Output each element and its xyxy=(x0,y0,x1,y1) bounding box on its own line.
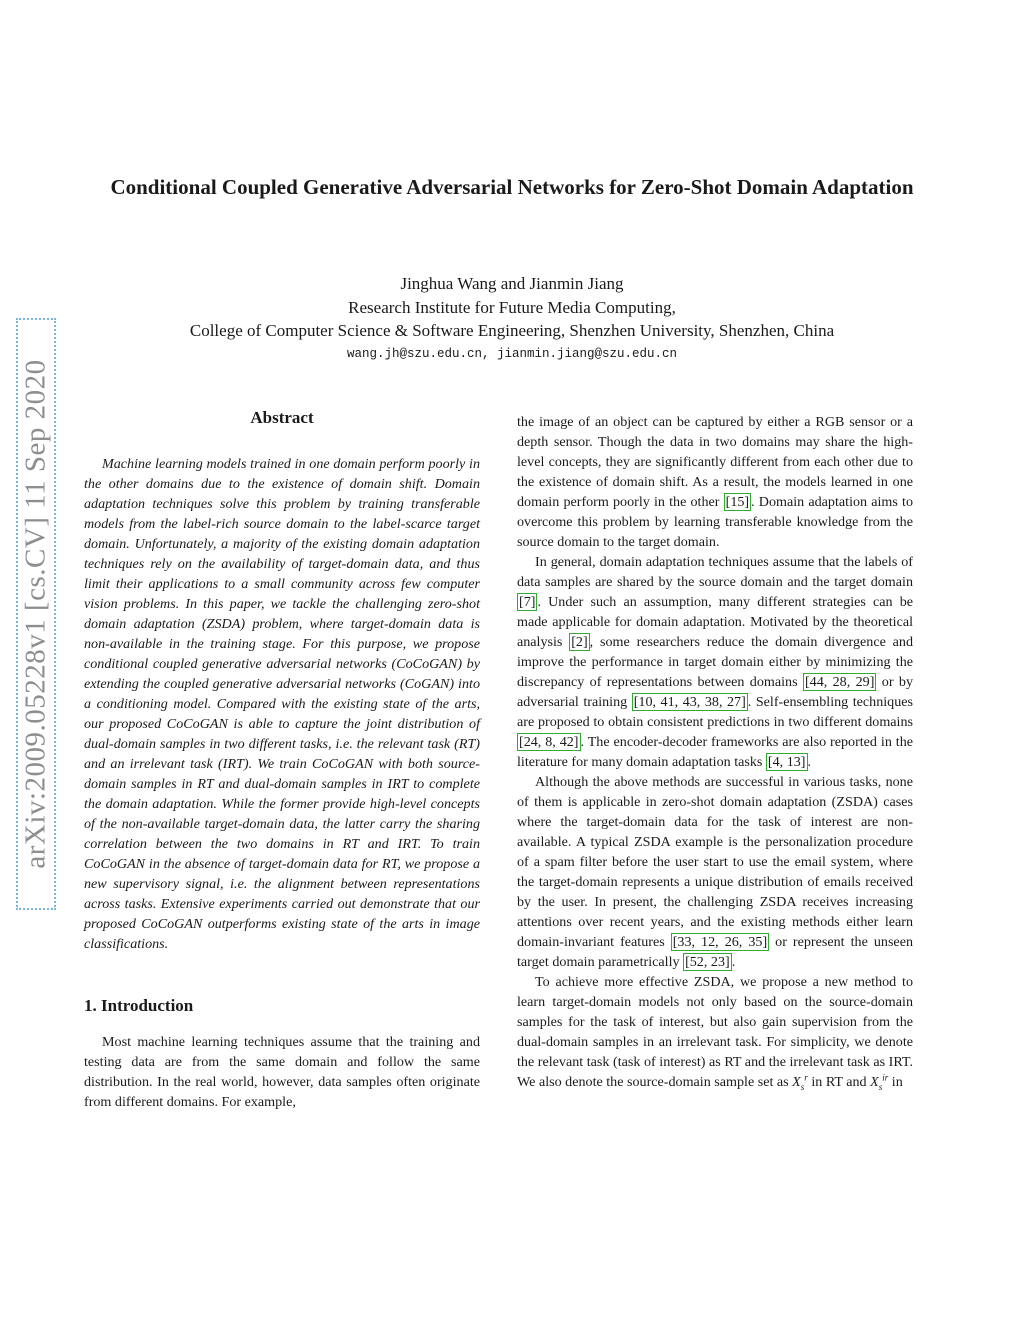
paragraph-text: To achieve more effective ZSDA, we propose a new method to learn target-domain models not only based on the source-domain samples for the task of interest, but also gain supervision from the dual-domain samples in an irrelevant task. For simplicity, we denote the relevant task (task of interest) as RT and the irrelevant task as IRT. We also denote the source-domain sample set as xyxy=(517,974,913,1090)
affiliation-line-2: College of Computer Science & Software Engineering, Shenzhen University, Shenzhen, China xyxy=(189,321,835,340)
intro-paragraph-2 xyxy=(517,552,913,772)
citation-link[interactable]: [10, 41, 43, 38, 27] xyxy=(633,694,746,710)
author-block xyxy=(60,272,964,343)
arxiv-stamp-text: arXiv:2009.05228v1 [cs.CV] 11 Sep 2020 xyxy=(19,359,52,869)
abstract-heading: Abstract xyxy=(250,408,314,427)
introduction-heading: 1. Introduction xyxy=(84,996,194,1015)
citation-link[interactable]: [2] xyxy=(571,634,588,650)
affiliation-line-1: Research Institute for Future Media Computing, xyxy=(348,297,676,317)
citation-link[interactable]: [52, 23] xyxy=(685,954,730,970)
math-symbol: $X_s^r$ xyxy=(792,1072,808,1092)
paragraph-text: In general, domain adaptation techniques assume that the labels of data samples are shared by the source domain and the target domain xyxy=(517,554,913,590)
arxiv-stamp[interactable] xyxy=(16,318,56,910)
citation-link[interactable]: [15] xyxy=(725,494,750,510)
paragraph-text: or by adversarial training xyxy=(517,674,914,710)
paragraph-text: the image of an object can be captured by either a RGB sensor or a depth sensor. Though the data in two domains may share the high-level concepts, they are significantly different from each other due to the existence of domain shift. As a result, the models learned in one domain perform poorly in the other xyxy=(517,414,913,510)
paragraph-text: . Domain adaptation aims to overcome this problem by learning transferable knowledge from the source domain to the target domain. xyxy=(517,494,913,550)
citation-link[interactable]: [4, 13] xyxy=(767,754,806,770)
paragraph-text: . Under such an assumption, many different strategies can be made applicable for domain adaptation. Motivated by the theoretical analysis xyxy=(517,594,913,650)
paragraph-text: in RT and xyxy=(807,1074,871,1090)
left-column xyxy=(84,406,480,1112)
paragraph-text: . The encoder-decoder frameworks are also reported in the literature for many domain adaptation tasks xyxy=(517,734,913,770)
math-symbol: $X_s^{ir}$ xyxy=(870,1072,889,1092)
intro-paragraph-3 xyxy=(517,772,913,972)
paragraph-text: , some researchers reduce the domain divergence and improve the performance in target domain either by minimizing the discrepancy of representations between domains xyxy=(517,634,913,690)
paragraph-text: . xyxy=(807,754,812,770)
paragraph-text: Although the above methods are successful in various tasks, none of them is applicable in zero-shot domain adaptation (ZSDA) cases where the target-domain data for the task of interest are non-available. A typical ZSDA example is the personalization procedure of a spam filter before the user start to use the email system, where the target-domain represents a unique distribution of emails received by the user. In present, the challenging ZSDA receives increasing attentions over recent years, and the existing methods either learn domain-invariant features xyxy=(517,774,913,950)
citation-link[interactable]: [7] xyxy=(519,594,536,610)
citation-link[interactable]: [24, 8, 42] xyxy=(519,734,579,750)
citation-link[interactable]: [33, 12, 26, 35] xyxy=(672,934,768,950)
paragraph-text: or represent the unseen target domain parametrically xyxy=(517,934,913,970)
paragraph-text: . xyxy=(731,954,736,970)
intro-paragraph-1: Most machine learning techniques assume that the training and testing data are from the same domain and follow the same distribution. In the real world, however, data samples often originate from different domains. For example, xyxy=(84,1034,480,1110)
intro-paragraph-continued xyxy=(517,412,913,552)
paragraph-text: in xyxy=(888,1074,903,1090)
abstract-text: Machine learning models trained in one domain perform poorly in the other domains due to the existence of domain shift. Domain adaptation techniques solve this problem by training transferable models from the label-rich source domain to the label-scarce target domain. Unfortunately, a majority of the existing domain adaptation techniques rely on the availability of target-domain data, and thus limit their applications to a small community across few computer vision problems. In this paper, we tackle the challenging zero-shot domain adaptation (ZSDA) problem, where target-domain data is non-available in the training stage. For this purpose, we propose conditional coupled generative adversarial networks (CoCoGAN) by extending the coupled generative adversarial networks (CoGAN) into a conditioning model. Compared with the existing state of the arts, our proposed CoCoGAN is able to capture the joint distribution of dual-domain samples in two different tasks, i.e. the relevant task (RT) and an irrelevant task (IRT). We train CoCoGAN with both source-domain samples in RT and dual-domain samples in IRT to complete the domain adaptation. While the former provide high-level concepts of the non-available target-domain data, the latter carry the sharing correlation between the two domains in RT and IRT. To train CoCoGAN in the absence of target-domain data for RT, we propose a new supervisory signal, i.e. the alignment between representations across tasks. Extensive experiments carried out demonstrate that our proposed CoCoGAN outperforms existing state of the arts in image classifications. xyxy=(84,456,480,952)
authors: Jinghua Wang and Jianmin Jiang xyxy=(400,274,624,293)
citation-link[interactable]: [44, 28, 29] xyxy=(804,674,875,690)
intro-paragraph-4 xyxy=(517,972,913,1092)
paper-title: Conditional Coupled Generative Adversarial Networks for Zero-Shot Domain Adaptation xyxy=(110,175,914,199)
right-column xyxy=(517,412,913,1092)
paragraph-text: . Self-ensembling techniques are proposed to obtain consistent predictions in two different domains xyxy=(517,694,914,730)
author-emails[interactable]: wang.jh@szu.edu.cn, jianmin.jiang@szu.edu.cn xyxy=(346,347,678,361)
